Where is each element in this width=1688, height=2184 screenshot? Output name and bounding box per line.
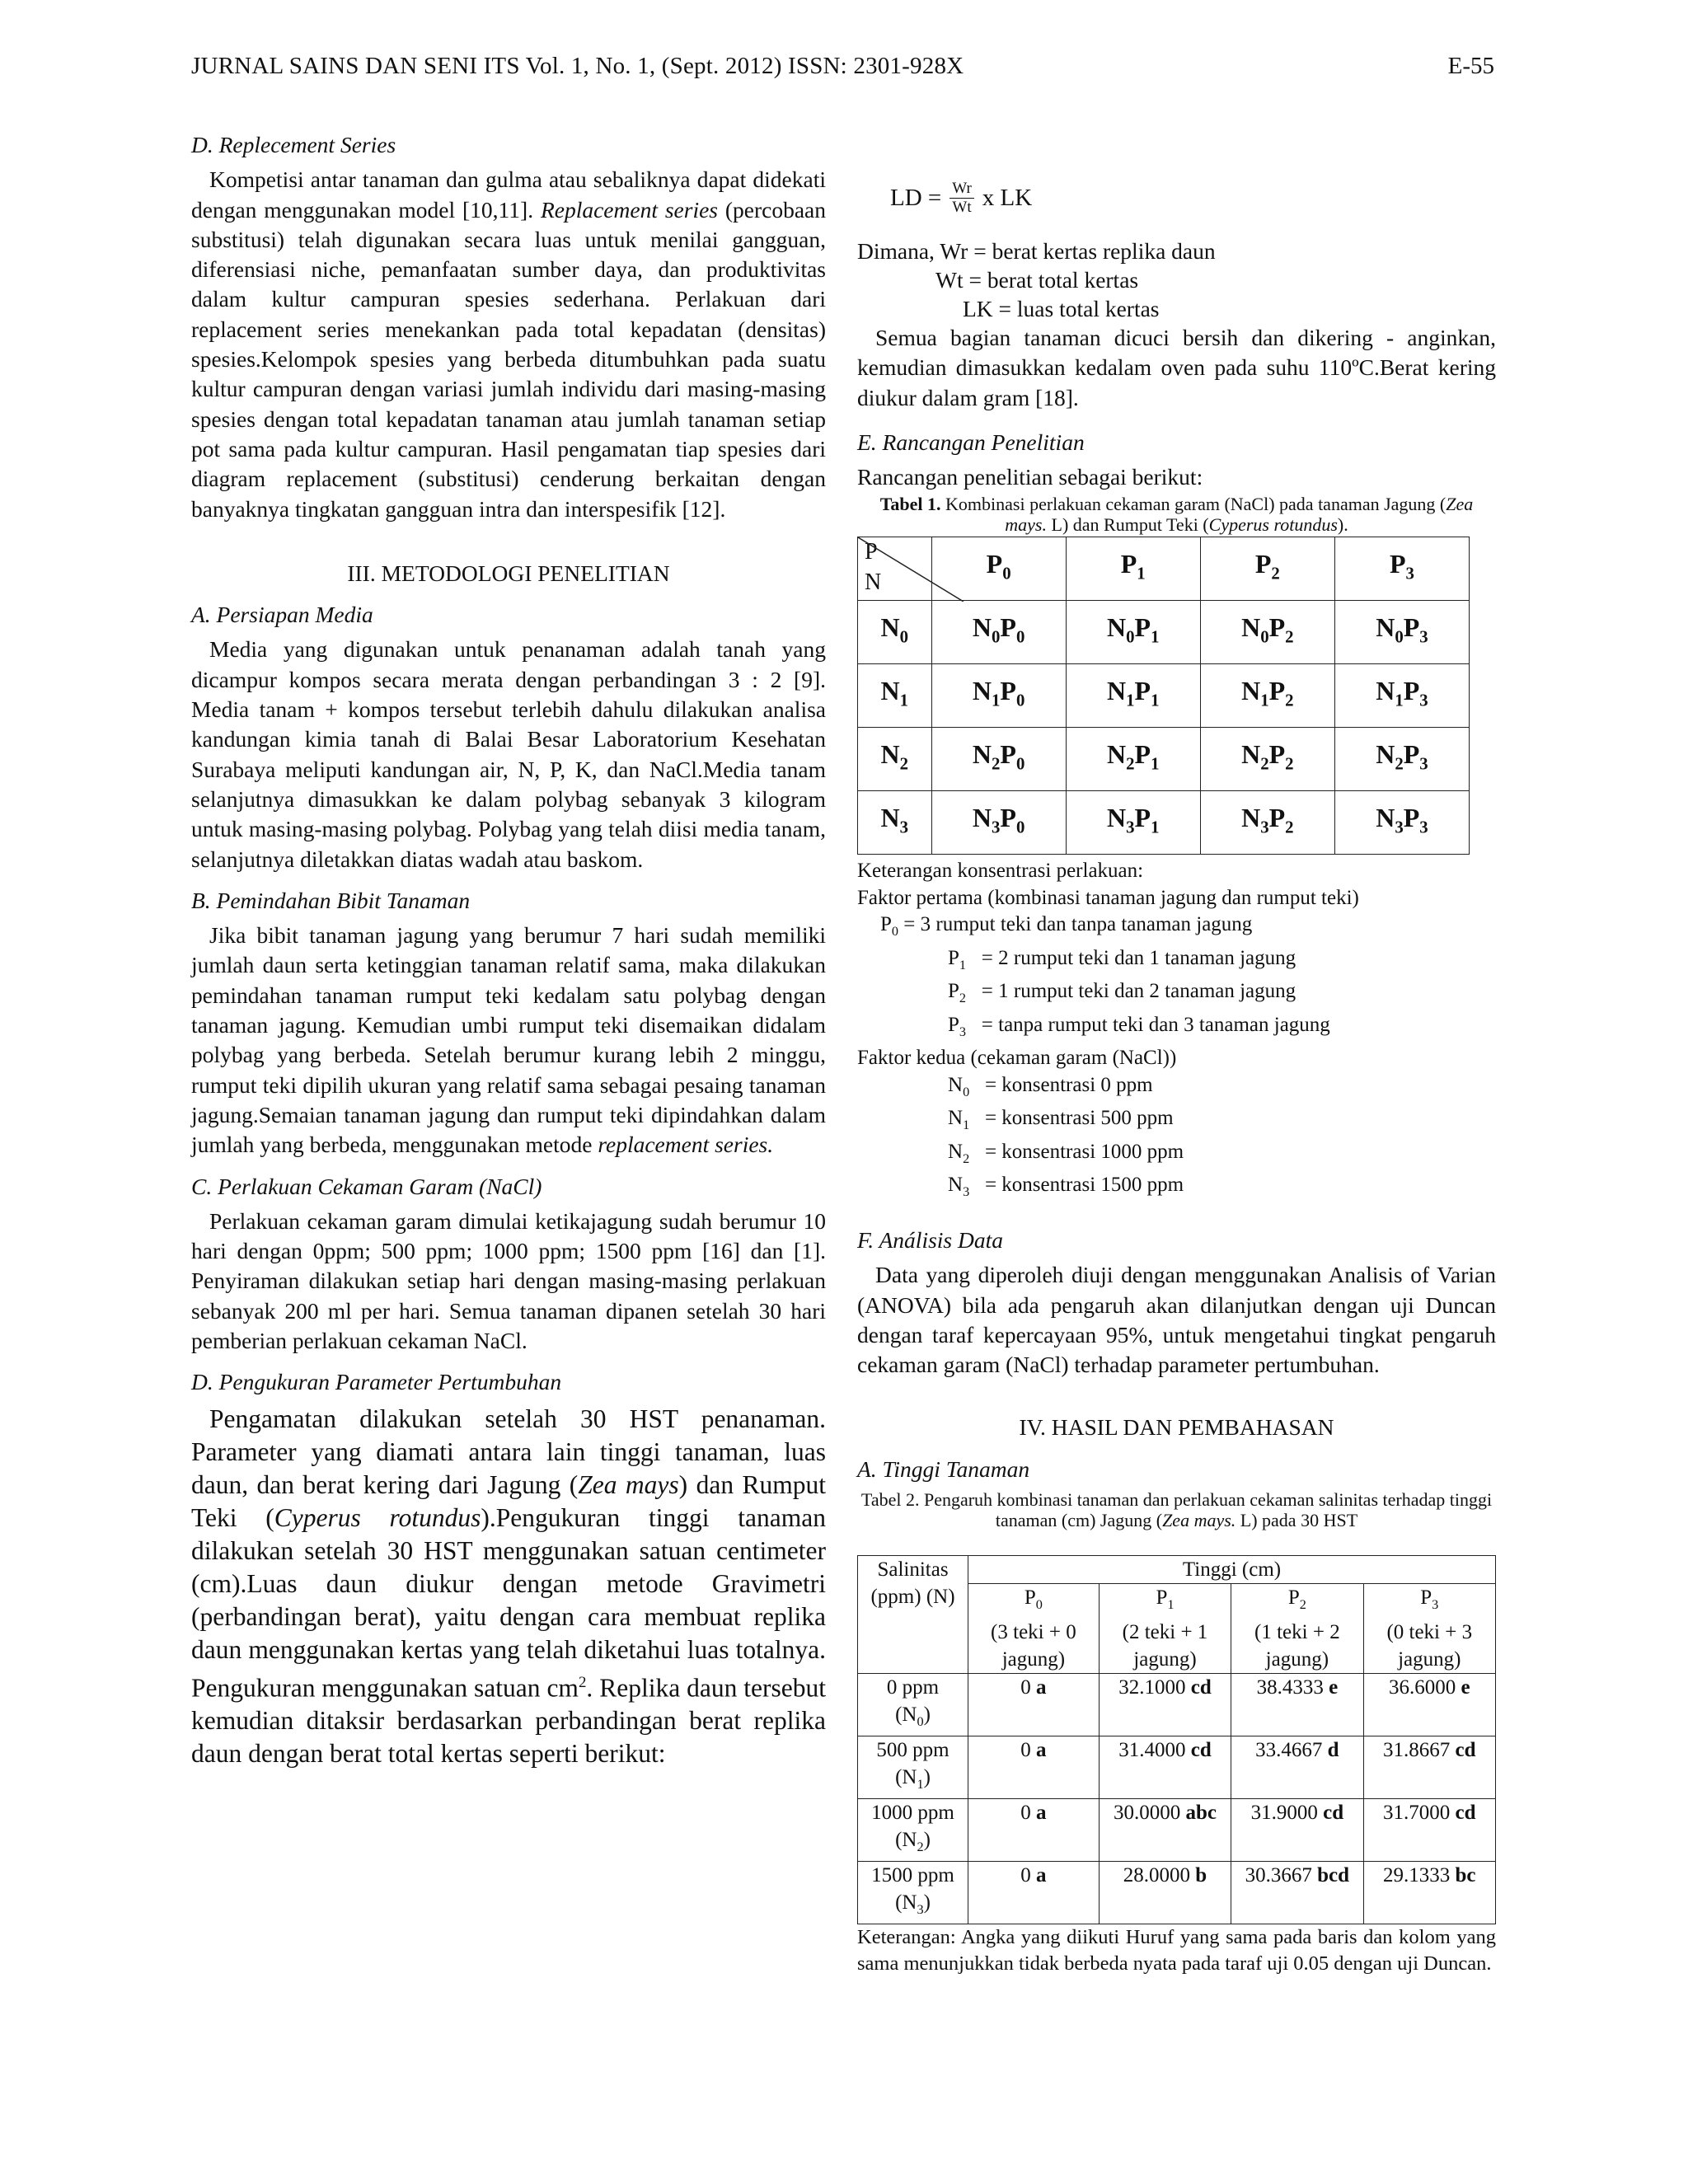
table-cell: 31.4000 cd bbox=[1099, 1736, 1231, 1799]
table-cell: $N_2P_1$ bbox=[1066, 728, 1200, 791]
subsection-heading: F. Análisis Data bbox=[857, 1226, 1004, 1253]
paragraph: Perlakuan cekaman garam dimulai ketikajagung sudah berumur 10 hari dengan 0ppm; 500 ppm; 1000 ppm; 1500 ppm [16] dan [1]. Penyiraman dilakukan setiap hari dengan masing-masing perlakuan sebanyak 200 ml per hari. Semua tanaman dipanen setelah 30 hari pemberian perlakuan cekaman NaCl. bbox=[191, 1207, 826, 1353]
table-header-cell: $P_1$ (2 teki + 1 jagung) bbox=[1099, 1584, 1231, 1674]
table-row bbox=[858, 1674, 1496, 1736]
table-row bbox=[858, 791, 1470, 855]
table-cell: 31.8667 cd bbox=[1363, 1736, 1495, 1799]
paragraph: Kompetisi antar tanaman dan gulma atau sebaliknya dapat didekati dengan menggunakan model [10,11]. Replacement series (percobaan substitusi) telah digunakan secara luas untuk menilai gangguan, diferensiasi niche, pemanfaatan sumber daya, dan produktivitas dalam kultur campuran spesies sederhana. Perlakuan dari replacement series menekankan pada total kepadatan (densitas) spesies.Kelompok spesies yang berbeda ditumbuhkan pada suatu kultur campuran dengan variasi jumlah individu dari masing-masing spesies dengan total kepadatan tanaman atau jumlah tanaman setiap pot sama pada kultur campuran. Hasil pengamatan tiap spesies dari diagram replacement (substitusi) cenderung berkaitan dengan banyaknya tingkatan gangguan intra dan interspesifik [12]. bbox=[191, 166, 827, 522]
table-row bbox=[858, 664, 1470, 728]
table-row-header: $N_1$ bbox=[858, 664, 932, 728]
table-row bbox=[858, 1736, 1496, 1799]
diagonal-line bbox=[858, 537, 964, 602]
table-cell: $N_0P_1$ bbox=[1066, 601, 1200, 664]
table-header-cell: $P_1$ bbox=[1066, 537, 1200, 601]
table-cell: 29.1333 bc bbox=[1363, 1862, 1495, 1924]
table-caption: Tabel 2. Pengaruh kombinasi tanaman dan perlakuan cekaman salinitas terhadap tinggi tanaman (cm) Jagung (Zea mays. L) pada 30 HST bbox=[860, 1489, 1493, 1531]
section-heading: III. METODOLOGI PENELITIAN bbox=[347, 560, 670, 586]
table-row bbox=[858, 601, 1470, 664]
table-cell: 30.0000 abc bbox=[1099, 1799, 1231, 1862]
table-row bbox=[858, 1799, 1496, 1862]
table-row-header: 1500 ppm $(N_3)$ bbox=[858, 1862, 968, 1924]
equation: LD = $\frac{Wr}{Wt}$ x LK bbox=[890, 180, 1033, 216]
table-cell: 30.3667 bcd bbox=[1231, 1862, 1363, 1924]
table-cell: 0 a bbox=[968, 1736, 1100, 1799]
left-column bbox=[191, 130, 826, 1770]
subsection-heading: C. Perlakuan Cekaman Garam (NaCl) bbox=[191, 1173, 542, 1199]
table-cell: 31.7000 cd bbox=[1363, 1799, 1495, 1862]
section-heading: IV. HASIL DAN PEMBAHASAN bbox=[1019, 1414, 1334, 1441]
table-cell: $N_2P_0$ bbox=[931, 728, 1066, 791]
table-header-cell: Salinitas (ppm) (N) bbox=[858, 1556, 968, 1674]
paragraph: Semua bagian tanaman dicuci bersih dan dikering - anginkan, kemudian dimasukkan kedalam oven pada suhu 110ºC.Berat kering diukur dalam gram [18]. bbox=[857, 325, 1496, 410]
subsection-heading: A. Tinggi Tanaman bbox=[857, 1455, 1030, 1482]
table-cell: 0 a bbox=[968, 1862, 1100, 1924]
table-cell: 28.0000 b bbox=[1099, 1862, 1231, 1924]
table-cell: $N_3P_0$ bbox=[931, 791, 1066, 855]
table-header-cell: $P_0$ bbox=[931, 537, 1066, 601]
journal-header: JURNAL SAINS DAN SENI ITS Vol. 1, No. 1, (Sept. 2012) ISSN: 2301-928X bbox=[191, 53, 964, 79]
paragraph: Data yang diperoleh diuji dengan menggunakan Analisis of Varian (ANOVA) bila ada pengaruh akan dilanjutkan dengan uji Duncan dengan taraf kepercayaan 95%, untuk mengetahui tingkat pengaruh cekaman garam (NaCl) terhadap parameter pertumbuhan. bbox=[857, 1262, 1496, 1378]
right-column bbox=[857, 130, 1496, 1977]
table-row-header: 1000 ppm $(N_2)$ bbox=[858, 1799, 968, 1862]
table-corner: P N bbox=[858, 537, 932, 601]
table-row-header: $N_0$ bbox=[858, 601, 932, 664]
table-cell: $N_0P_3$ bbox=[1334, 601, 1469, 664]
table-cell: 0 a bbox=[968, 1799, 1100, 1862]
table-cell: 33.4667 d bbox=[1231, 1736, 1363, 1799]
table-row-header: $N_2$ bbox=[858, 728, 932, 791]
table-cell: $N_0P_0$ bbox=[931, 601, 1066, 664]
paragraph: Rancangan penelitian sebagai berikut: bbox=[857, 464, 1203, 490]
table-cell: $N_1P_1$ bbox=[1066, 664, 1200, 728]
table-note: Keterangan: Angka yang diikuti Huruf yang sama pada baris dan kolom yang sama menunjukkan tidak berbeda nyata pada taraf uji 0.05 dengan uji Duncan. bbox=[857, 1926, 1496, 1975]
subsection-heading: D. Pengukuran Parameter Pertumbuhan bbox=[191, 1369, 562, 1395]
paragraph: Pengamatan dilakukan setelah 30 HST penanaman. Parameter yang diamati antara lain tinggi tanaman, luas daun, dan berat kering dari Jagung (Zea mays) dan Rumput Teki (Cyperus rotundus).Pengukuran tinggi tanaman dilakukan setelah 30 HST menggunakan satuan centimeter (cm).Luas daun diukur dengan metode Gravimetri (perbandingan berat), yaitu dengan cara membuat replika daun menggunakan kertas yang telah diketahui luas totalnya. Pengukuran menggunakan satuan $cm^2$. Replika daun tersebut kemudian ditaksir berdasarkan perbandingan berat replika daun dengan berat total kertas seperti berikut: bbox=[191, 1404, 827, 1769]
paragraph: Media yang digunakan untuk penanaman adalah tanah yang dicampur kompos secara merata dengan perbandingan 3 : 2 [9]. Media tanam + kompos tersebut terlebih dahulu dilakukan analisa kandungan kimia tanah di Balai Besar Laboratorium Kesehatan Surabaya meliputi kandungan air, N, P, K, dan NaCl.Media tanam selanjutnya dimasukkan ke dalam polybag sebanyak 3 kilogram untuk masing-masing polybag. Polybag yang telah diisi media tanam, selanjutnya diletakkan diatas wadah atau baskom. bbox=[191, 636, 826, 872]
table-row bbox=[858, 1862, 1496, 1924]
table-cell: $N_1P_2$ bbox=[1200, 664, 1334, 728]
table-header-cell: $P_2$ bbox=[1200, 537, 1334, 601]
table-cell: $N_1P_3$ bbox=[1334, 664, 1469, 728]
treatment-notes: Keterangan konsentrasi perlakuan: Faktor pertama (kombinasi tanaman jagung dan rumput teki) $P_0 = 3$ rumput teki dan tanpa tanaman jagung $P_1$ = 2 rumput teki dan 1 tanaman jagung $P_2$ = 1 rumput teki dan 2 tanaman jagung $P_3$ = tanpa rumput teki dan 3 tanaman jagung Faktor kedua (cekaman garam (NaCl)) $N_0$ = konsentrasi 0 ppm $N_1$ = konsentrasi 500 ppm $N_2$ = konsentrasi 1000 ppm $N_3$ = konsentrasi 1500 ppm bbox=[857, 860, 1359, 1200]
table-row-header: $N_3$ bbox=[858, 791, 932, 855]
table-header-cell: $P_3$ (0 teki + 3 jagung) bbox=[1363, 1584, 1495, 1674]
table-cell: 36.6000 e bbox=[1363, 1674, 1495, 1736]
table-cell: $N_3P_3$ bbox=[1334, 791, 1469, 855]
table-cell: 0 a bbox=[968, 1674, 1100, 1736]
height-table bbox=[857, 1555, 1496, 1924]
equation-definitions: Dimana, Wr = berat kertas replika daun Wt = berat total kertas LK = luas total kertas bbox=[857, 238, 1216, 321]
table-cell: $N_1P_0$ bbox=[931, 664, 1066, 728]
table-cell: 38.4333 e bbox=[1231, 1674, 1363, 1736]
table-header-cell: Tinggi (cm) bbox=[968, 1556, 1496, 1584]
table-row-header: 0 ppm $(N_0)$ bbox=[858, 1674, 968, 1736]
subsection-heading: E. Rancangan Penelitian bbox=[857, 429, 1085, 455]
page-number: E-55 bbox=[1447, 53, 1494, 79]
paragraph: Jika bibit tanaman jagung yang berumur 7 hari sudah memiliki jumlah daun serta ketinggian tanaman relatif sama, maka dilakukan pemindahan tanaman rumput teki kedalam satu polybag dengan tanaman jagung. Kemudian umbi rumput teki disemaikan didalam polybag yang berbeda. Setelah berumur kurang lebih 2 minggu, rumput teki dipilih ukuran yang relatif sama sebagai pesaing tanaman jagung.Semaian tanaman jagung dan rumput teki dipindahkan dalam jumlah yang berbeda, menggunakan metode replacement series. bbox=[191, 922, 826, 1158]
table-row-header: 500 ppm $(N_1)$ bbox=[858, 1736, 968, 1799]
table-cell: $N_3P_1$ bbox=[1066, 791, 1200, 855]
table-cell: $N_2P_3$ bbox=[1334, 728, 1469, 791]
table-cell: 32.1000 cd bbox=[1099, 1674, 1231, 1736]
table-cell: $N_3P_2$ bbox=[1200, 791, 1334, 855]
subsection-heading: B. Pemindahan Bibit Tanaman bbox=[191, 887, 471, 913]
section-heading: D. Replecement Series bbox=[191, 132, 396, 157]
treatment-table bbox=[857, 537, 1470, 855]
subsection-heading: A. Persiapan Media bbox=[191, 602, 373, 628]
table-header-cell: $P_0$ (3 teki + 0 jagung) bbox=[968, 1584, 1100, 1674]
table-header-cell: $P_3$ bbox=[1334, 537, 1469, 601]
table-cell: 31.9000 cd bbox=[1231, 1799, 1363, 1862]
table-caption: Tabel 1. Kombinasi perlakuan cekaman garam (NaCl) pada tanaman Jagung (Zea mays. L) dan Rumput Teki (Cyperus rotundus). bbox=[879, 494, 1474, 536]
table-row bbox=[858, 728, 1470, 791]
table-cell: $N_0P_2$ bbox=[1200, 601, 1334, 664]
table-header-cell: $P_2$ (1 teki + 2 jagung) bbox=[1231, 1584, 1363, 1674]
table-cell: $N_2P_2$ bbox=[1200, 728, 1334, 791]
